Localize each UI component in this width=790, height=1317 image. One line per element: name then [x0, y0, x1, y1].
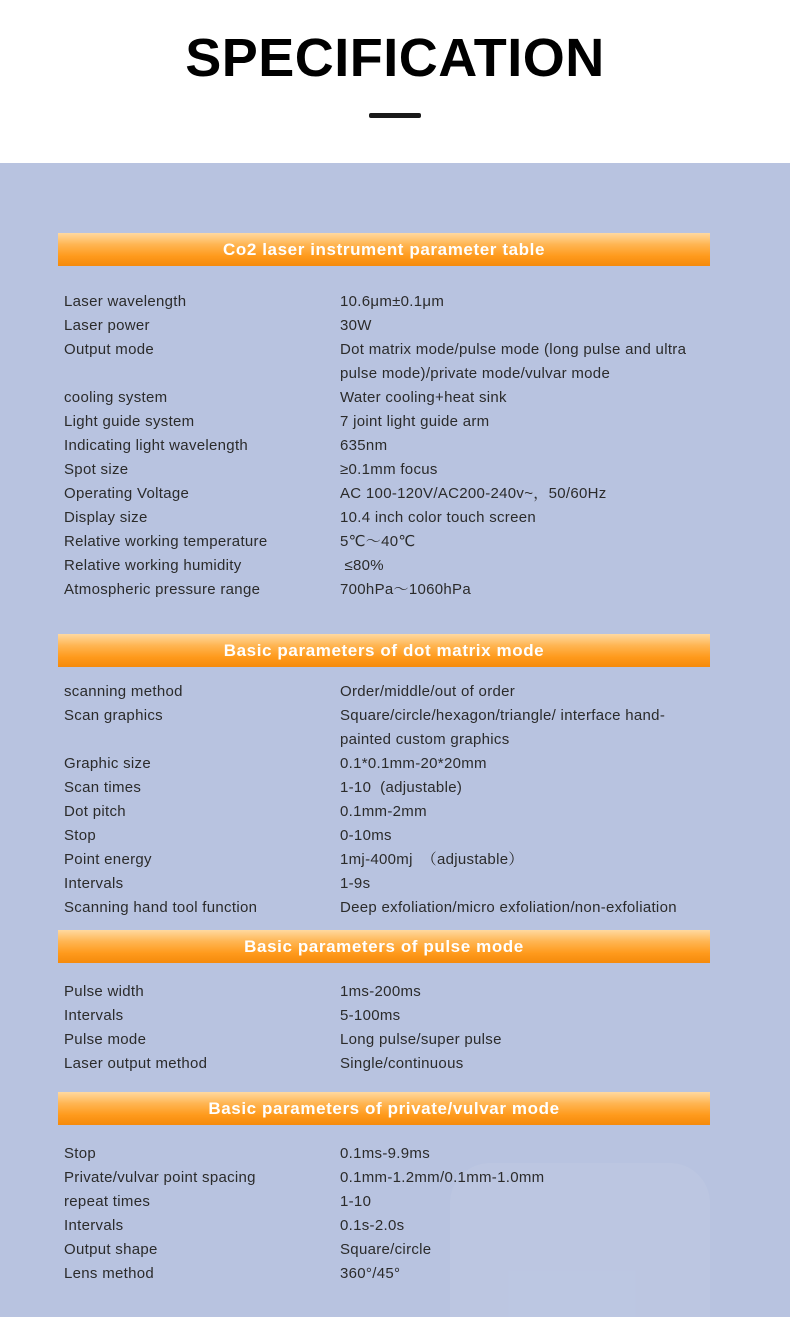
param-value: Water cooling+heat sink	[340, 389, 507, 406]
param-value: ≥0.1mm focus	[340, 461, 438, 478]
param-label: Stop	[64, 827, 97, 844]
param-value: 1ms-200ms	[340, 983, 422, 1000]
specification-panel	[0, 163, 790, 1317]
param-label: Scan times	[64, 779, 142, 796]
param-label: Pulse mode	[64, 1031, 147, 1048]
param-label: Indicating light wavelength	[64, 437, 249, 454]
param-value: 0.1mm-1.2mm/0.1mm-1.0mm	[340, 1169, 545, 1186]
param-value: 30W	[340, 317, 372, 334]
section-header: Basic parameters of pulse mode	[58, 930, 710, 963]
param-value: 1-10	[340, 1193, 372, 1210]
param-label: Intervals	[64, 1007, 124, 1024]
param-value: 0.1mm-2mm	[340, 803, 427, 820]
param-value: 5-100ms	[340, 1007, 401, 1024]
param-label: Relative working temperature	[64, 533, 268, 550]
param-value: 0.1s-2.0s	[340, 1217, 405, 1234]
param-label: Output mode	[64, 341, 155, 358]
param-label: repeat times	[64, 1193, 151, 1210]
title-underline	[369, 113, 421, 118]
param-label: Lens method	[64, 1265, 155, 1282]
param-label: Spot size	[64, 461, 129, 478]
param-value: 10.4 inch color touch screen	[340, 509, 537, 526]
param-label: Intervals	[64, 875, 124, 892]
param-value: 635nm	[340, 437, 388, 454]
param-label: Laser wavelength	[64, 293, 187, 310]
param-value: 1mj-400mj （adjustable）	[340, 851, 524, 868]
param-label: Intervals	[64, 1217, 124, 1234]
param-label: Point energy	[64, 851, 152, 868]
param-value: 0.1ms-9.9ms	[340, 1145, 430, 1162]
param-value: 360°/45°	[340, 1265, 401, 1282]
param-value: Dot matrix mode/pulse mode (long pulse and ultra pulse mode)/private mode/vulvar mode	[340, 341, 687, 382]
section-header: Co2 laser instrument parameter table	[58, 233, 710, 266]
param-label: Private/vulvar point spacing	[64, 1169, 256, 1186]
param-label: cooling system	[64, 389, 168, 406]
param-label: scanning method	[64, 683, 183, 700]
param-value: Single/continuous	[340, 1055, 464, 1072]
page-header	[0, 0, 790, 163]
param-label: Relative working humidity	[64, 557, 242, 574]
param-value: 0-10ms	[340, 827, 392, 844]
param-value: 10.6μm±0.1μm	[340, 293, 445, 310]
param-value: AC 100-120V/AC200-240v~，50/60Hz	[340, 485, 607, 502]
section-header: Basic parameters of private/vulvar mode	[58, 1092, 710, 1125]
param-label: Scanning hand tool function	[64, 899, 258, 916]
param-value: Long pulse/super pulse	[340, 1031, 502, 1048]
section-header: Basic parameters of dot matrix mode	[58, 634, 710, 667]
param-label: Output shape	[64, 1241, 158, 1258]
param-value: 1-9s	[340, 875, 371, 892]
param-label: Stop	[64, 1145, 97, 1162]
param-value: Deep exfoliation/micro exfoliation/non-exfoliation	[340, 899, 677, 916]
param-value: 1-10 (adjustable)	[340, 779, 463, 796]
param-value: Square/circle	[340, 1241, 432, 1258]
param-value: 0.1*0.1mm-20*20mm	[340, 755, 487, 772]
param-label: Scan graphics	[64, 707, 163, 724]
param-label: Laser output method	[64, 1055, 208, 1072]
param-label: Atmospheric pressure range	[64, 581, 261, 598]
param-label: Dot pitch	[64, 803, 126, 820]
param-label: Operating Voltage	[64, 485, 190, 502]
param-value: Order/middle/out of order	[340, 683, 516, 700]
param-label: Pulse width	[64, 983, 145, 1000]
param-value: 700hPa～1060hPa	[340, 581, 471, 598]
param-value: 5℃～40℃	[340, 533, 416, 550]
param-value: 7 joint light guide arm	[340, 413, 490, 430]
param-label: Light guide system	[64, 413, 195, 430]
param-label: Display size	[64, 509, 148, 526]
param-value: Square/circle/hexagon/triangle/ interface hand-painted custom graphics	[340, 707, 666, 748]
param-value: ≤80%	[340, 557, 384, 574]
param-label: Laser power	[64, 317, 150, 334]
param-label: Graphic size	[64, 755, 151, 772]
page-title: SPECIFICATION	[185, 28, 605, 88]
